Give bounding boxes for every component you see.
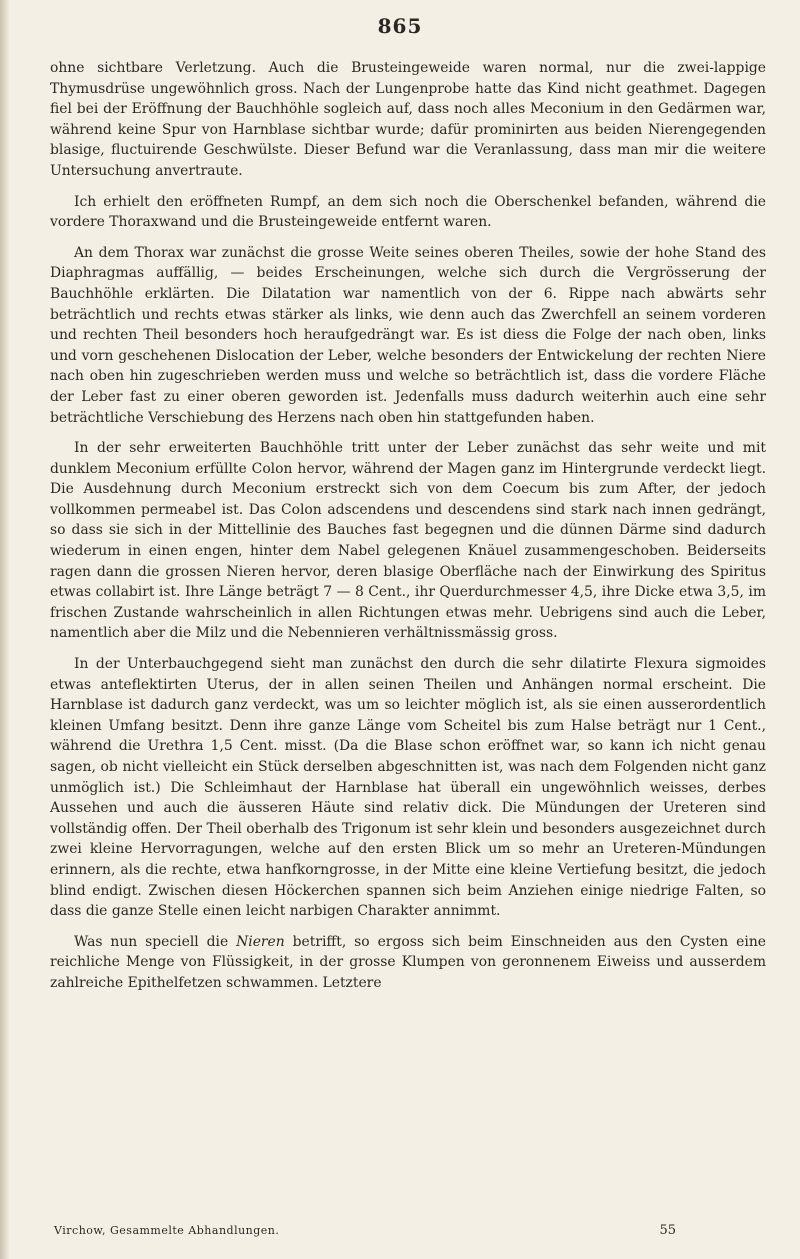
paragraph-4: In der sehr erweiterten Bauchhöhle tritt unter der Leber zunächst das sehr weite und mit dunklem Meconium erfüllte Colon hervor, während der Magen ganz im Hintergrunde verdeckt liegt. Die Ausdehnung durch Meconium erstreckt sich von dem Coecum bis zum After, der jedoch vollkommen permeabel ist. Das Colon adscendens und descendens sind stark nach innen gedrängt, so dass sie sich in der Mittellinie des Bauches fast begegnen und die dünnen Därme sind dadurch wiederum in einen engen, hinter dem Nabel gelegenen Knäuel zusammengeschoben. Beiderseits ragen dann die grossen Nieren hervor, deren blasige Oberfläche nach der Einwirkung des Spiritus etwas collabirt ist. Ihre Länge beträgt 7 — 8 Cent., ihr Querdurchmesser 4,5, ihre Dicke etwa 3,5, im frischen Zustande wahrscheinlich in allen Richtungen etwas mehr. Uebrigens sind auch die Leber, namentlich aber die Milz und die Nebennieren verhältnissmässig gross. [50, 440, 766, 642]
paragraph-1: ohne sichtbare Verletzung. Auch die Brusteingeweide waren normal, nur die zwei-lappige Thymusdrüse ungewöhnlich gross. Nach der Lungenprobe hatte das Kind nicht geathmet. Dagegen fiel bei der Eröffnung der Bauchhöhle sogleich auf, dass noch alles Meconium in den Gedärmen war, während keine Spur von Harnblase sichtbar wurde; dafür prominirten aus beiden Nierengegenden blasige, fluctuirende Geschwülste. Dieser Befund war die Veranlassung, dass man mir die weitere Untersuchung anvertraute. [50, 60, 766, 179]
paragraph-3: An dem Thorax war zunächst die grosse Weite seines oberen Theiles, sowie der hohe Stand des Diaphragmas auffällig, — beides Erscheinungen, welche sich durch die Vergrösserung der Bauchhöhle erklärten. Die Dilatation war namentlich von der 6. Rippe nach abwärts sehr beträchtlich und rechts etwas stärker als links, wie denn auch das Zwerchfell an seinem vorderen und rechten Theil besonders hoch heraufgedrängt war. Es ist diess die Folge der nach oben, links und vorn geschehenen Dislocation der Leber, welche besonders der Entwickelung der rechten Niere nach oben hin zugeschrieben werden muss und welche so beträchtlich ist, dass die vordere Fläche der Leber fast zu einer oberen geworden ist. Jedenfalls muss dadurch weiterhin auch eine sehr beträchtliche Verschiebung des Herzens nach oben hin stattgefunden haben. [50, 244, 766, 426]
series-title: Virchow, Gesammelte Abhandlungen. [54, 1224, 280, 1237]
paragraph-6-emphasis: Nieren [236, 933, 285, 950]
body-text [50, 58, 766, 1004]
footer-line [54, 1221, 766, 1241]
paragraph-2: Ich erhielt den eröffneten Rumpf, an dem sich noch die Oberschenkel befanden, während die vordere Thoraxwand und die Brusteingeweide entfernt waren. [50, 193, 766, 231]
paragraph-6 [50, 932, 766, 994]
page-number: 865 [377, 14, 423, 38]
page-footer [54, 1219, 766, 1241]
page-gutter-shadow [0, 0, 10, 1259]
signature-mark: 55 [659, 1223, 676, 1238]
paragraph-6-rest: betrifft, so ergoss sich beim Einschneiden aus den Cysten eine reichliche Menge von Flüssigkeit, in der grosse Klumpen von geronnenem Eiweiss und ausserdem zahlreiche Epithelfetzen schwammen. Letztere [50, 933, 766, 991]
paragraph-6-start: Was nun speciell die [74, 933, 229, 950]
paragraph-5: In der Unterbauchgegend sieht man zunächst den durch die sehr dilatirte Flexura sigmoides etwas anteflektirten Uterus, der in allen seinen Theilen und Anhängen normal erscheint. Die Harnblase ist dadurch ganz verdeckt, was um so leichter möglich ist, als sie einen ausserordentlich kleinen Umfang besitzt. Denn ihre ganze Länge vom Scheitel bis zum Halse beträgt nur 1 Cent., während die Urethra 1,5 Cent. misst. (Da die Blase schon eröffnet war, so kann ich nicht genau sagen, ob nicht vielleicht ein Stück derselben abgeschnitten ist, was nach dem Folgenden nicht ganz unmöglich ist.) Die Schleimhaut der Harnblase hat überall ein ungewöhnlich weisses, derbes Aussehen und auch die äusseren Häute sind relativ dick. Die Mündungen der Ureteren sind vollständig offen. Der Theil oberhalb des Trigonum ist sehr klein und besonders ausgezeichnet durch zwei kleine Hervorragungen, welche auf den ersten Blick um so mehr an Ureteren-Mündungen erinnern, als die rechte, etwa hanfkorngrosse, in der Mitte eine kleine Vertiefung besitzt, die jedoch blind endigt. Zwischen diesen Höckerchen spannen sich beim Anziehen einige niedrige Falten, so dass die ganze Stelle einen leicht narbigen Charakter annimmt. [50, 656, 766, 920]
